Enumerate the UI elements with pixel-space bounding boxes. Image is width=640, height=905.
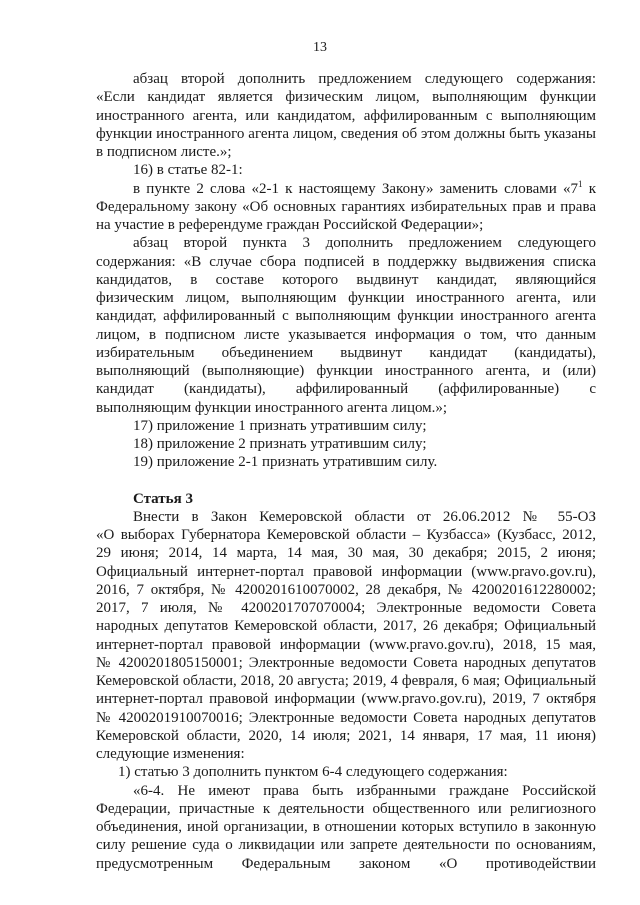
text-line-content: кандидат, аффилированный с выполняющим функции иностранного агента bbox=[96, 308, 596, 325]
text-line-content: 2016, 7 октября, № 4200201610070002, 28 декабря, № 4200201612280002; bbox=[96, 581, 596, 598]
text-line-content: на участие в референдуме граждан Российской Федерации»; bbox=[96, 217, 484, 233]
text-line-content: «Если кандидат является физическим лицом, выполняющим функции bbox=[96, 89, 596, 106]
text-line-content: Федерации, причастные к деятельности общественного или религиозного bbox=[96, 800, 596, 817]
text-line bbox=[96, 581, 596, 599]
text-line-content: интернет-портал правовой информации (www.pravo.gov.ru), 2018, 15 мая, bbox=[96, 636, 596, 653]
text-line bbox=[96, 143, 596, 161]
text-line bbox=[96, 271, 596, 289]
text-line-content: в подписном листе.»; bbox=[96, 144, 232, 160]
text-line bbox=[96, 70, 596, 88]
text-line bbox=[96, 800, 596, 818]
text-line bbox=[96, 253, 596, 271]
text-line-content: интернет-портал правовой информации (www.pravo.gov.ru), 2019, 7 октября bbox=[96, 691, 596, 708]
text-line bbox=[96, 289, 596, 307]
text-line-content: «О выборах Губернатора Кемеровской области – Кузбасса» (Кузбасс, 2012, bbox=[96, 527, 596, 543]
text-line bbox=[96, 344, 596, 362]
text-line-content: «6-4. Не имеют права быть избранными граждане Российской bbox=[133, 782, 596, 799]
text-line bbox=[96, 453, 596, 471]
text-line bbox=[96, 782, 596, 800]
text-line-content: народных депутатов Кемеровской области, 2017, 26 декабря; Официальный bbox=[96, 618, 596, 635]
text-line-content: 1) статью 3 дополнить пунктом 6-4 следующего содержания: bbox=[118, 764, 508, 781]
text-line bbox=[96, 763, 596, 781]
text-line-content: кандидатов, в составе которого выдвинут кандидат, являющийся bbox=[96, 271, 596, 288]
text-line bbox=[96, 399, 596, 417]
text-line-tail: к bbox=[582, 180, 596, 197]
text-line bbox=[96, 180, 596, 198]
text-line-content: Кемеровской области, 2018, 20 августа; 2019, 4 февраля, 6 мая; Официальный bbox=[96, 673, 596, 689]
text-line-content: выполняющий (выполняющие) функции иностранного агента, и (или) bbox=[96, 363, 596, 379]
text-line bbox=[96, 326, 596, 344]
text-line-content: 16) в статье 82-1: bbox=[133, 162, 243, 179]
text-line-content: Статья 3 bbox=[133, 490, 193, 507]
text-line-content: избирательным объединением выдвинут кандидат (кандидаты), bbox=[96, 344, 596, 361]
text-line bbox=[96, 107, 596, 125]
text-line bbox=[96, 599, 596, 617]
article-heading bbox=[96, 490, 596, 508]
text-line-content: 19) приложение 2-1 признать утратившим силу. bbox=[133, 454, 438, 471]
text-line bbox=[96, 563, 596, 581]
text-line-content: 2017, 7 июля, № 4200201707070004; Электронные ведомости Совета bbox=[96, 600, 596, 616]
text-line-content: в пункте 2 слова «2-1 к настоящему Закону» заменить словами «7 bbox=[133, 180, 578, 197]
text-line-content: Официальный интернет-портал правовой информации (www.pravo.gov.ru), bbox=[96, 563, 596, 580]
text-line-content: Кемеровской области, 2020, 14 июля; 2021, 14 января, 17 мая, 11 июня) bbox=[96, 727, 596, 744]
text-line bbox=[96, 654, 596, 672]
text-line bbox=[96, 198, 596, 216]
text-line bbox=[96, 526, 596, 544]
superscript: 1 bbox=[577, 178, 583, 189]
text-line-content: физическим лицом, выполняющим функции иностранного агента, или bbox=[96, 290, 596, 306]
text-line-content: иностранного агента, или кандидатом, аффилированным с выполняющим bbox=[96, 107, 596, 124]
text-line bbox=[96, 836, 596, 854]
text-line-content: объединения, иной организации, в отношении которых вступило в законную bbox=[96, 819, 596, 835]
text-line-content: предусмотренным Федеральным законом «О противодействии bbox=[96, 855, 596, 872]
text-line-content: Внести в Закон Кемеровской области от 26.06.2012 № 55-ОЗ bbox=[133, 508, 596, 525]
text-line-content: лицом, в подписном листе указывается информация о том, что данным bbox=[96, 326, 596, 343]
text-line bbox=[96, 544, 596, 562]
text-line bbox=[96, 88, 596, 106]
text-line-content: абзац второй пункта 3 дополнить предложением следующего bbox=[133, 235, 596, 252]
text-line bbox=[96, 161, 596, 179]
text-line bbox=[96, 216, 596, 234]
text-line bbox=[96, 855, 596, 873]
text-line bbox=[96, 307, 596, 325]
text-line bbox=[96, 435, 596, 453]
text-line bbox=[96, 617, 596, 635]
text-line bbox=[96, 508, 596, 526]
text-line bbox=[96, 362, 596, 380]
text-line-content: 29 июня; 2014, 14 марта, 14 мая, 30 мая, 30 декабря; 2015, 2 июня; bbox=[96, 545, 596, 562]
text-line-content: содержания: «В случае сбора подписей в поддержку выдвижения списка bbox=[96, 253, 596, 270]
text-line bbox=[96, 417, 596, 435]
text-line-content: выполняющим функции иностранного агента лицом.»; bbox=[96, 399, 448, 416]
text-line-content: 17) приложение 1 признать утратившим силу; bbox=[133, 417, 427, 434]
text-line bbox=[96, 380, 596, 398]
text-line bbox=[96, 709, 596, 727]
text-line-content: № 4200201805150001; Электронные ведомости Совета народных депутатов bbox=[96, 654, 596, 671]
text-line bbox=[96, 672, 596, 690]
text-line-content: силу решение суда о ликвидации или запрете деятельности по основаниям, bbox=[96, 837, 596, 854]
text-line bbox=[96, 125, 596, 143]
text-line-content: кандидат (кандидаты), аффилированный (аффилированные) с bbox=[96, 381, 596, 398]
text-line-content: № 4200201910070016; Электронные ведомости Совета народных депутатов bbox=[96, 709, 596, 726]
text-line-content: Федеральному закону «Об основных гарантиях избирательных прав и права bbox=[96, 198, 596, 215]
text-line bbox=[96, 745, 596, 763]
text-line-content: следующие изменения: bbox=[96, 746, 245, 762]
text-line bbox=[96, 636, 596, 654]
text-line-content: функции иностранного агента лицом, сведения об этом должны быть указаны bbox=[96, 125, 596, 142]
text-line bbox=[96, 818, 596, 836]
text-line-content: абзац второй дополнить предложением следующего содержания: bbox=[133, 71, 596, 87]
text-line bbox=[96, 234, 596, 252]
text-line-content: 18) приложение 2 признать утратившим силу; bbox=[133, 436, 427, 452]
text-line bbox=[96, 727, 596, 745]
text-line bbox=[96, 690, 596, 708]
page-number: 13 bbox=[313, 40, 327, 55]
